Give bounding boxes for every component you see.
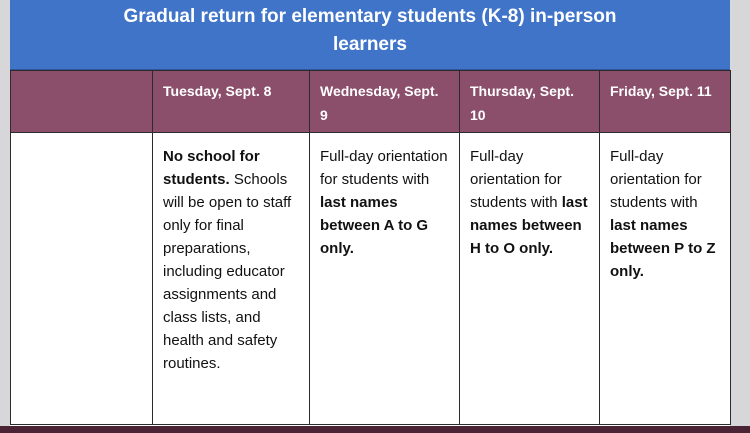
tuesday-text: Schools will be open to staff only for final preparations, including educator assignments and class lists, and health and safety routines. — [163, 171, 292, 372]
wednesday-bold-text: last names between A to G only. — [320, 194, 429, 257]
thursday-bold-text: last names between H to O only. — [470, 194, 588, 257]
bottom-border-strip — [0, 426, 750, 433]
body-cell-wednesday — [310, 133, 460, 425]
schedule-sheet — [10, 0, 730, 433]
friday-text: Full-day orientation for students with — [610, 148, 702, 211]
header-cell-wednesday: Wednesday, Sept. 9 — [310, 71, 460, 133]
table-title-line-2: learners — [333, 34, 407, 55]
header-cell-empty — [11, 71, 153, 133]
tuesday-bold-text: No school for students. — [163, 148, 260, 188]
body-row — [11, 133, 731, 425]
table-title — [10, 0, 730, 70]
schedule-table — [10, 70, 731, 425]
body-cell-thursday — [460, 133, 600, 425]
friday-bold-text: last names between P to Z only. — [610, 217, 716, 280]
header-cell-tuesday: Tuesday, Sept. 8 — [153, 71, 310, 133]
wednesday-text: Full-day orientation for students with — [320, 148, 448, 188]
body-cell-tuesday — [153, 133, 310, 425]
body-cell-empty — [11, 133, 153, 425]
body-cell-friday — [600, 133, 731, 425]
thursday-text: Full-day orientation for students with — [470, 148, 562, 211]
header-cell-friday: Friday, Sept. 11 — [600, 71, 731, 133]
header-cell-thursday: Thursday, Sept. 10 — [460, 71, 600, 133]
table-title-line-1: Gradual return for elementary students (K-8) in-person — [123, 6, 617, 27]
header-row — [11, 71, 731, 133]
